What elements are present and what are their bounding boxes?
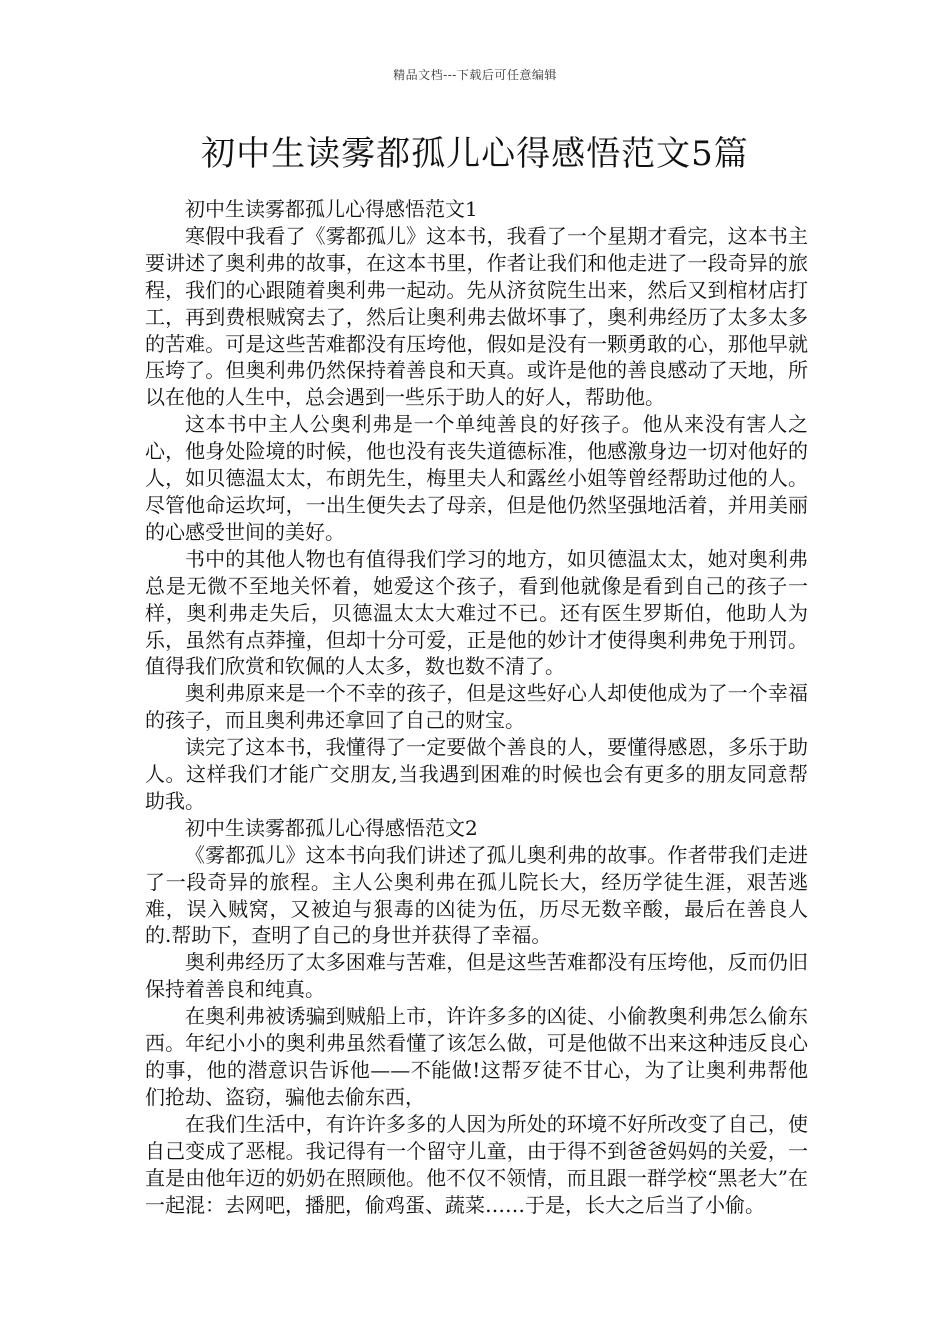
document-body [145,196,808,1218]
paragraph: 《雾都孤儿》这本书向我们讲述了孤儿奥利弗的故事。作者带我们走进了一段奇异的旅程。主人公奥利弗在孤儿院长大，经历学徒生涯，艰苦逃难，误入贼窝，又被迫与狠毒的凶徒为伍，历尽无数辛酸，最后在善良人的.帮助下，查明了自己的身世并获得了幸福。 [145,842,808,948]
paragraph: 书中的其他人物也有值得我们学习的地方，如贝德温太太，她对奥利弗总是无微不至地关怀着，她爱这个孩子，看到他就像是看到自己的孩子一样，奥利弗走失后，贝德温太太大难过不已。还有医生罗斯伯，他助人为乐，虽然有点莽撞，但却十分可爱，正是他的妙计才使得奥利弗免于刑罚。值得我们欣赏和钦佩的人太多，数也数不清了。 [145,546,808,679]
paragraph: 奥利弗经历了太多困难与苦难，但是这些苦难都没有压垮他，反而仍旧保持着善良和纯真。 [145,950,808,1002]
paragraph: 读完了这本书，我懂得了一定要做个善良的人，要懂得感恩，多乐于助人。这样我们才能广交朋友,当我遇到困难的时候也会有更多的朋友同意帮助我。 [145,735,808,813]
section-heading-1: 初中生读雾都孤儿心得感悟范文1 [185,197,478,221]
page-header-note: 精品文档---下载后可任意编辑 [393,68,557,82]
document-title: 初中生读雾都孤儿心得感悟范文5篇 [201,134,749,174]
paragraph: 奥利弗原来是一个不幸的孩子，但是这些好心人却使他成为了一个幸福的孩子，而且奥利弗还拿回了自己的财宝。 [145,681,808,733]
paragraph: 这本书中主人公奥利弗是一个单纯善良的好孩子。他从来没有害人之心，他身处险境的时候，他也没有丧失道德标准，他感激身边一切对他好的人，如贝德温太太，布朗先生，梅里夫人和露丝小姐等曾经帮助过他的人。尽管他命运坎坷，一出生便失去了母亲，但是他仍然坚强地活着，并用美丽的心感受世间的美好。 [145,412,808,544]
paragraph: 在我们生活中，有许许多多的人因为所处的环境不好所改变了自己，使自己变成了恶棍。我记得有一个留守儿童，由于得不到爸爸妈妈的关爱，一直是由他年迈的奶奶在照顾他。他不仅不领情，而且跟一群学校“黑老大”在一起混：去网吧，播肥，偷鸡蛋、蔬菜……于是，长大之后当了小偷。 [145,1111,808,1217]
section-heading-2: 初中生读雾都孤儿心得感悟范文2 [185,815,478,840]
paragraph: 在奥利弗被诱骗到贼船上市，许许多多的凶徒、小偷教奥利弗怎么偷东西。年纪小小的奥利弗虽然看懂了该怎么做，可是他做不出来这种违反良心的事，他的潜意识告诉他——不能做!这帮歹徒不甘心，为了让奥利弗帮他们抢劫、盗窃，骗他去偷东西， [145,1004,808,1109]
paragraph: 寒假中我看了《雾都孤儿》这本书，我看了一个星期才看完，这本书主要讲述了奥利弗的故事，在这本书里，作者让我们和他走进了一段奇异的旅程，我们的心跟随着奥利弗一起动。先从济贫院生出来，然后又到棺材店打工，再到费根贼窝去了，然后让奥利弗去做坏事了，奥利弗经历了太多太多的苦难。可是这些苦难都没有压垮他，假如是没有一颗勇敢的心，那他早就压垮了。但奥利弗仍然保持着善良和天真。或许是他的善良感动了天地，所以在他的人生中，总会遇到一些乐于助人的好人，帮助他。 [145,223,808,410]
